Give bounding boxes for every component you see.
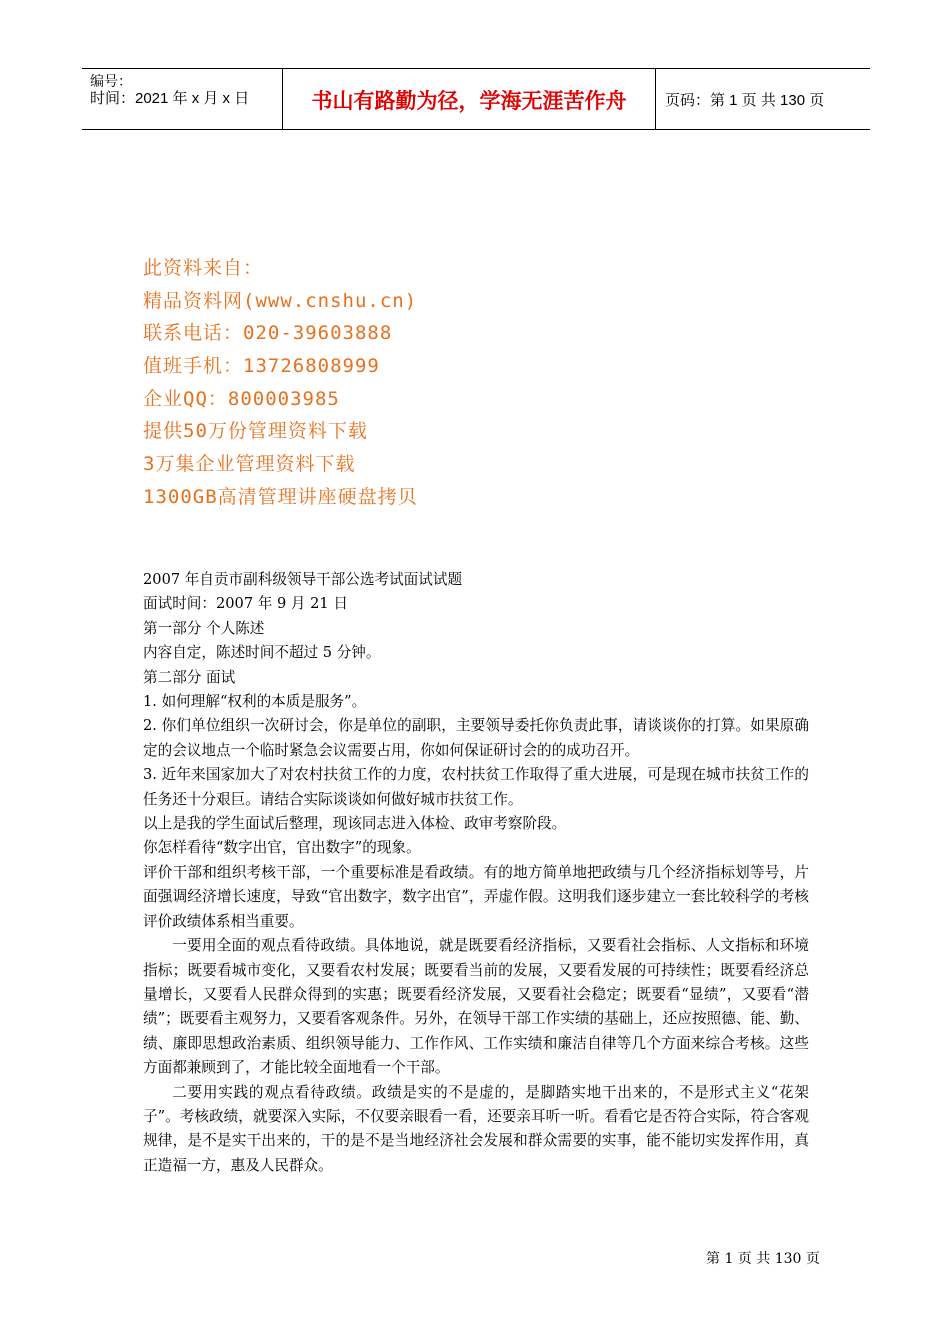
essay-paragraph: 评价干部和组织考核干部，一个重要标准是看政绩。有的地方简单地把政绩与几个经济指标划等号，片面强调经济增长速度，导致“官出数字，数字出官”，弄虚作假。这明我们逐步建立一套比较科学的考核评价政绩体系相当重要。 bbox=[143, 863, 809, 930]
header-motto: 书山有路勤为径，学海无涯苦作舟 bbox=[311, 89, 627, 113]
advert-line: 1300GB高清管理讲座硬盘拷贝 bbox=[143, 485, 418, 508]
footer-page-info: 第 1 页 共 130 页 bbox=[706, 1251, 820, 1267]
document-time-label: 时间：2021 年 x 月 x 日 bbox=[90, 90, 250, 107]
advert-line: 提供50万份管理资料下载 bbox=[143, 420, 368, 443]
essay-paragraph: 二要用实践的观点看待政绩。政绩是实的不是虚的，是脚踏实地干出来的，不是形式主义“花架子”。考核政绩，就要深入实际，不仅要亲眼看一看，还要亲耳听一听。看看它是否符合实际，符合客观规律，是不是实干出来的，干的是不是当地经济社会发展和群众需要的实事，能不能切实发挥作用，真正造福一方，惠及人民群众。 bbox=[143, 1083, 809, 1174]
header-motto-cell bbox=[282, 69, 656, 129]
part-two-heading: 第二部分 面试 bbox=[143, 668, 236, 686]
page-header bbox=[82, 68, 870, 130]
question-2: 2. 你们单位组织一次研讨会，你是单位的副职，主要领导委托你负责此事，请谈谈你的打算。如果原确定的会议地点一个临时紧急会议需要占用，你如何保证研讨会的的成功召开。 bbox=[143, 717, 809, 759]
part-one-description: 内容自定，陈述时间不超过 5 分钟。 bbox=[143, 644, 381, 662]
question-1: 1. 如何理解“权利的本质是服务”。 bbox=[143, 693, 367, 711]
advert-line: 此资料来自： bbox=[143, 257, 264, 279]
interview-time: 面试时间：2007 年 9 月 21 日 bbox=[143, 595, 348, 613]
header-page-info: 页码：第 1 页 共 130 页 bbox=[665, 92, 825, 109]
advert-line: 联系电话：020-39603888 bbox=[143, 322, 393, 345]
essay-topic: 你怎样看待“数字出官，官出数字”的现象。 bbox=[143, 839, 421, 857]
advert-line: 精品资料网(www.cnshu.cn) bbox=[143, 289, 418, 312]
advert-line: 企业QQ：800003985 bbox=[143, 387, 340, 410]
advert-line: 3万集企业管理资料下载 bbox=[143, 453, 356, 476]
header-left-cell bbox=[82, 69, 282, 129]
source-advert-block bbox=[143, 252, 503, 514]
question-3: 3. 近年来国家加大了对农村扶贫工作的力度，农村扶贫工作取得了重大进展，可是现在城市扶贫工作的任务还十分艰巨。请结合实际谈谈如何做好城市扶贫工作。 bbox=[143, 766, 809, 808]
essay-paragraph: 一要用全面的观点看待政绩。具体地说，就是既要看经济指标，又要看社会指标、人文指标和环境指标；既要看城市变化，又要看农村发展；既要看当前的发展，又要看发展的可持续性；既要看经济总量增长，又要看人民群众得到的实惠；既要看经济发展，又要看社会稳定；既要看“显绩”，又要看“潜绩”；既要看主观努力，又要看客观条件。另外，在领导干部工作实绩的基础上，还应按照德、能、勤、绩、廉即思想政治素质、组织领导能力、工作作风、工作实绩和廉洁自律等几个方面来综合考核。这些方面都兼顾到了，才能比较全面地看一个干部。 bbox=[143, 937, 809, 1077]
document-number-label: 编号： bbox=[90, 73, 132, 89]
author-note: 以上是我的学生面试后整理，现该同志进入体检、政审考察阶段。 bbox=[143, 815, 567, 833]
document-body bbox=[143, 568, 809, 1178]
document-title: 2007 年自贡市副科级领导干部公选考试面试试题 bbox=[143, 571, 463, 588]
part-one-heading: 第一部分 个人陈述 bbox=[143, 619, 265, 637]
advert-line: 值班手机：13726808999 bbox=[143, 355, 380, 378]
header-right-cell bbox=[655, 69, 870, 129]
